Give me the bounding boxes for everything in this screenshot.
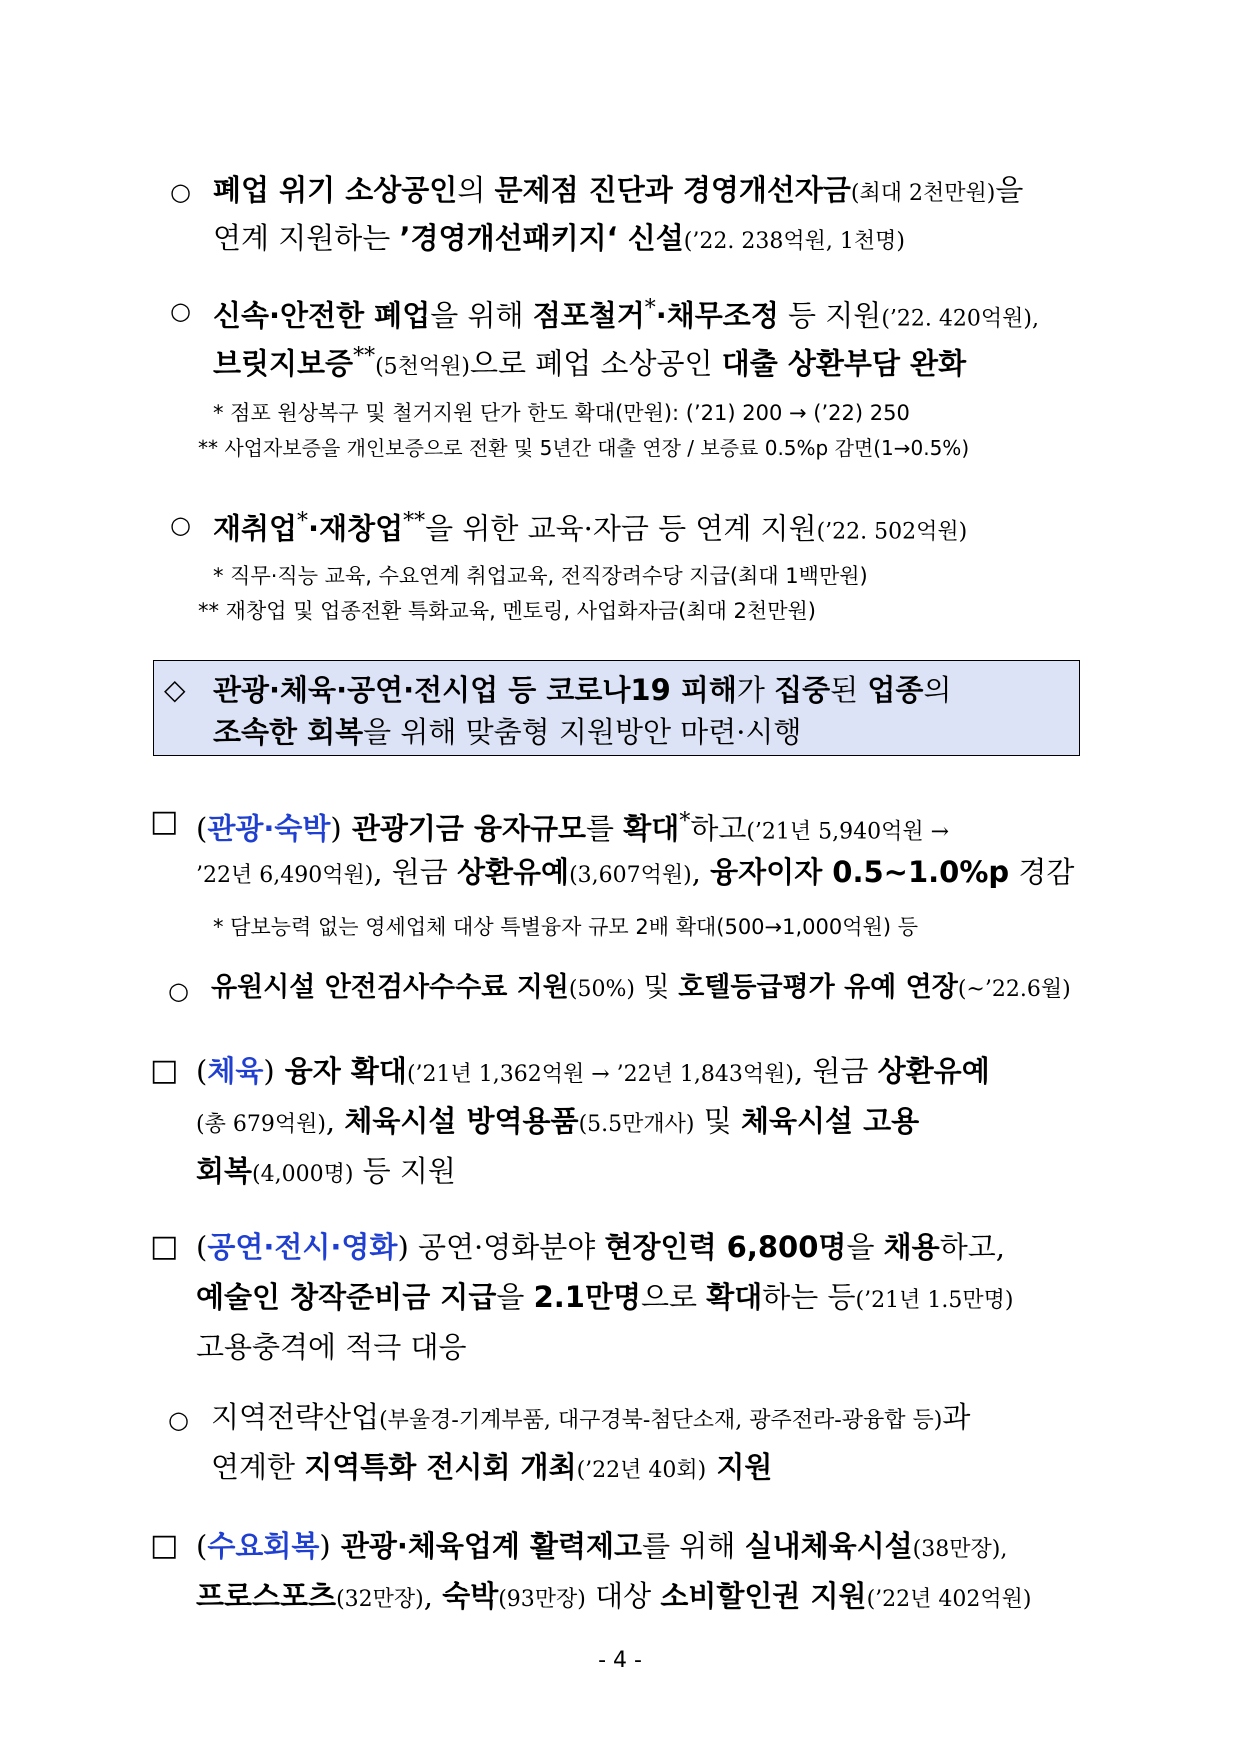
text: , — [423, 1579, 443, 1613]
footnote-marker: ** — [353, 344, 376, 369]
text: 공연·영화분야 — [408, 1230, 605, 1264]
page-number: - 4 - — [598, 1648, 642, 1673]
text-small: (’22년 402억원) — [866, 1587, 1032, 1612]
text-bold: 점포철거 — [532, 298, 645, 333]
text-bold: 업종 — [867, 673, 924, 707]
item-line — [213, 335, 966, 390]
text-bold: 브릿지보증 — [213, 346, 354, 381]
text: ( — [196, 1230, 208, 1264]
circle-bullet-icon: ○ — [170, 511, 191, 539]
footnote: * 점포 원상복구 및 철거지원 단가 한도 확대(만원): (’21) 200 → (’22) 250 — [213, 401, 910, 425]
item-line — [211, 966, 1071, 1012]
text-bold: 폐업 위기 소상공인 — [213, 173, 458, 207]
circle-bullet-icon: ○ — [168, 1406, 189, 1434]
text: ) — [397, 1230, 409, 1264]
text: 하는 등 — [762, 1280, 856, 1314]
text-bold: 실내체육시설 — [744, 1529, 913, 1563]
text-small: (5천억원) — [375, 354, 470, 380]
text: 으로 폐업 소상공인 — [470, 346, 722, 381]
text-small: (’21년 1,362억원 → ’22년 1,843억원) — [406, 1062, 794, 1087]
text-small: (32만장) — [336, 1587, 424, 1612]
text-bold: ·채무조정 — [655, 298, 779, 333]
text-bold: 숙박 — [442, 1579, 499, 1613]
footnote: ** 사업자보증을 개인보증으로 전환 및 5년간 대출 연장 / 보증료 0.5%p 감면(1→0.5%) — [198, 436, 970, 460]
text: , — [691, 855, 711, 889]
text: ) — [319, 1529, 331, 1563]
text: , — [325, 1104, 345, 1138]
text-bold: 신속·안전한 폐업 — [213, 298, 431, 333]
text-bold: 호텔등급평가 유예 연장 — [678, 972, 958, 1003]
text-small: (’22. 502억원) — [816, 519, 968, 545]
square-bullet-icon: □ — [150, 1528, 179, 1563]
text-bold: 집중 — [774, 673, 831, 707]
text: ( — [196, 1054, 208, 1088]
text-bold: 소비할인권 지원 — [660, 1579, 867, 1613]
text-bold: 지원 — [706, 1450, 773, 1484]
text: ) — [330, 811, 342, 846]
item-line — [196, 1524, 1007, 1572]
text: 등 지원 — [353, 1154, 456, 1188]
circle-bullet-icon: ○ — [170, 178, 191, 206]
text-bold: 융자 확대 — [274, 1054, 407, 1088]
footnote: * 직무·직능 교육, 수요연계 취업교육, 전직장려수당 지급(최대 1백만원) — [213, 564, 868, 588]
text-small: (4,000명) — [252, 1162, 354, 1187]
text-bold: 확대 — [623, 811, 680, 846]
footnote: ** 재창업 및 업종전환 특화교육, 멘토링, 사업화자금(최대 2천만원) — [198, 599, 816, 623]
text: 연계한 — [211, 1450, 305, 1484]
text-bold: 관광기금 융자규모 — [341, 811, 587, 846]
text-bold: 프로스포츠 — [196, 1579, 337, 1613]
text: 고용충격에 적극 대응 — [196, 1330, 467, 1364]
text: 을 — [995, 173, 1024, 207]
text-bold: 체육시설 고용 — [740, 1104, 920, 1138]
item-line — [213, 668, 951, 712]
circle-bullet-icon: ○ — [170, 297, 191, 325]
item-line — [213, 500, 967, 555]
text: 과 — [942, 1400, 971, 1434]
item-line — [211, 1395, 970, 1443]
text-bold: 상환유예 — [457, 855, 570, 889]
text: 을 — [846, 1230, 884, 1264]
footnote-marker: * — [297, 509, 309, 534]
text-bold: 상환유예 — [877, 1054, 990, 1088]
text: 및 — [694, 1104, 741, 1138]
text-bold: 관광·체육·공연·전시업 등 코로나19 피해 — [213, 673, 737, 707]
text: ( — [196, 811, 208, 846]
text: 를 — [586, 811, 624, 846]
text-small: (50%) — [568, 977, 635, 1002]
text: 의 — [923, 673, 952, 707]
text-small: (~’22.6월) — [957, 977, 1071, 1002]
item-line — [196, 1325, 467, 1369]
text-small: (93만장) — [498, 1587, 586, 1612]
text: 등 지원 — [778, 298, 882, 333]
text: 경감 — [1009, 855, 1075, 889]
item-line — [213, 216, 905, 264]
text: 의 — [457, 173, 495, 207]
category-label: 체육 — [207, 1054, 264, 1088]
footnote: * 담보능력 없는 영세업체 대상 특별융자 규모 2배 확대(500→1,000억원) 등 — [213, 915, 918, 939]
text-small: (’22. 238억원, 1천명) — [683, 229, 905, 254]
text-bold: 확대 — [706, 1280, 763, 1314]
text-bold: 지역특화 전시회 개최 — [304, 1450, 577, 1484]
item-line — [196, 850, 1074, 898]
text-bold: ·재창업 — [308, 511, 404, 546]
text-bold: 2.1만명 — [533, 1280, 641, 1314]
text-bold: 회복 — [196, 1154, 253, 1188]
text-bold: 관광·체육업계 활력제고 — [330, 1529, 643, 1563]
square-bullet-icon: □ — [150, 804, 179, 839]
text-small: ’22년 6,490억원) — [196, 863, 374, 888]
text: 지역전략산업 — [211, 1400, 380, 1434]
item-line — [196, 1049, 990, 1097]
text: ( — [196, 1529, 208, 1563]
text: 된 — [830, 673, 868, 707]
item-line — [196, 1574, 1031, 1622]
item-line — [213, 168, 1023, 216]
text-small: (총 679억원) — [196, 1112, 326, 1137]
text-bold: 현장인력 6,800명 — [604, 1230, 847, 1264]
item-line — [211, 1445, 772, 1493]
text-bold: 예술인 창작준비금 지급 — [196, 1280, 497, 1314]
item-line — [196, 800, 949, 855]
text: 을 위해 — [430, 298, 533, 333]
text-small: (부울경-기계부품, 대구경북-첨단소재, 광주전라-광융합 등) — [379, 1408, 943, 1433]
text-small: (’21년 1.5만명) — [855, 1288, 1014, 1313]
text: 가 — [736, 673, 775, 707]
text-small: (최대 2천만원) — [850, 181, 996, 206]
square-bullet-icon: □ — [150, 1229, 179, 1264]
circle-bullet-icon: ○ — [168, 977, 189, 1005]
category-label: 수요회복 — [207, 1529, 320, 1563]
item-line — [213, 710, 801, 754]
text: 를 위해 — [642, 1529, 745, 1563]
item-line — [213, 287, 1039, 342]
text: 및 — [634, 972, 679, 1003]
text-small: (38만장), — [912, 1537, 1008, 1562]
text-bold: ’경영개선패키지‘ 신설 — [399, 221, 684, 255]
text-small: (5.5만개사) — [578, 1112, 695, 1137]
text: 하고 — [690, 811, 747, 846]
square-bullet-icon: □ — [150, 1053, 179, 1088]
text: 하고, — [939, 1230, 1005, 1264]
footnote-marker: ** — [403, 509, 426, 534]
category-label: 공연·전시·영화 — [207, 1230, 398, 1264]
text: 을 — [496, 1280, 534, 1314]
footnote-marker: * — [679, 809, 691, 834]
item-line — [196, 1275, 1013, 1323]
text: 연계 지원하는 — [213, 221, 400, 255]
text-bold: 대출 상환부담 완화 — [721, 346, 967, 381]
text-bold: 조속한 회복 — [213, 715, 364, 749]
text-small: (’21년 5,940억원 → — [746, 819, 950, 845]
text: , 원금 — [373, 855, 457, 889]
text-bold: 채용 — [883, 1230, 940, 1264]
item-line — [196, 1149, 456, 1197]
text-bold: 융자이자 0.5~1.0%p — [710, 855, 1010, 889]
text: , 원금 — [793, 1054, 878, 1088]
text-small: (’22. 420억원), — [881, 306, 1039, 332]
item-line — [196, 1099, 919, 1147]
text-bold: 체육시설 방역용품 — [344, 1104, 579, 1138]
diamond-bullet-icon: ◇ — [164, 673, 186, 706]
text: 으로 — [640, 1280, 707, 1314]
item-line — [196, 1225, 1005, 1269]
text: 을 위한 교육·자금 등 연계 지원 — [425, 511, 817, 546]
text-small: (3,607억원) — [569, 863, 692, 888]
text-small: (’22년 40회) — [576, 1458, 707, 1483]
text-bold: 재취업 — [213, 511, 298, 546]
footnote-marker: * — [644, 296, 656, 321]
text-bold: 문제점 진단과 경영개선자금 — [494, 173, 851, 207]
text: ) — [263, 1054, 275, 1088]
text-bold: 유원시설 안전검사수수료 지원 — [211, 972, 569, 1003]
text: 대상 — [585, 1579, 661, 1613]
text: 을 위해 맞춤형 지원방안 마련·시행 — [363, 715, 802, 749]
category-label: 관광·숙박 — [207, 811, 331, 846]
